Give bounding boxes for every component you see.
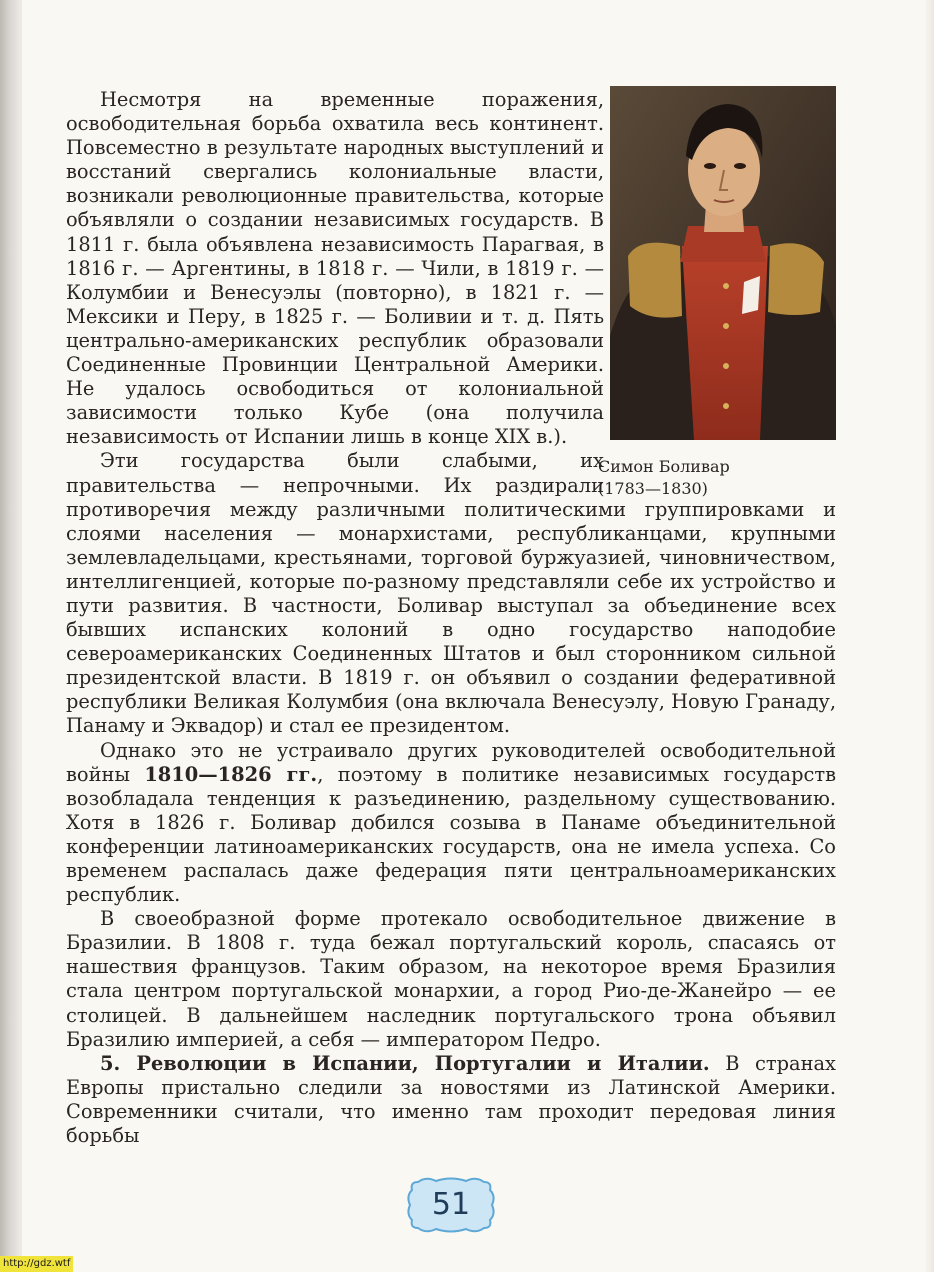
war-dates-bold: 1810—1826 гг. bbox=[144, 762, 318, 786]
figure-spacer bbox=[614, 88, 836, 496]
page-edge-shade bbox=[924, 0, 934, 1272]
book-spine-shadow bbox=[0, 0, 22, 1272]
caption-years: (1783—1830) bbox=[598, 479, 708, 498]
paragraph-3-start: Однако это не устраивало других руководителей освободительной войны bbox=[66, 738, 836, 786]
paragraph-2: Эти государства были слабыми, их правительства — непрочными. Их раздирали противоречия между различными политическими группировками и слоями населения — монархистами, республиканцами, крупными землевладельцами, крестьянами, торговой буржуазией, чиновничеством, интеллигенцией, которые по-разному представляли себе их устройство и пути развития. В частности, Боливар выступал за объединение всех бывших испанских колоний в одно государство наподобие североамериканских Соединенных Штатов и был сторонником сильной президентской власти. В 1819 г. он объявил о создании федеративной республики Великая Колумбия (она включала Венесуэлу, Новую Гранаду, Панаму и Эквадор) и стал ее президентом. bbox=[66, 449, 836, 738]
page-number: 51 bbox=[431, 1187, 471, 1222]
caption-name: Симон Боливар bbox=[598, 457, 730, 476]
watermark-link: http://gdz.wtf bbox=[0, 1256, 73, 1272]
section-heading-5: 5. Революции в Испании, Португалии и Италии. bbox=[100, 1051, 710, 1075]
paragraph-1: Несмотря на временные поражения, освободительная борьба охватила весь континент. Повсеместно в результате народных выступлений и восстаний свергались колониальные власти, возникали революционные правительства, которые объявляли о создании независимых государств. В 1811 г. была объявлена независимость Парагвая, в 1816 г. — Аргентины, в 1818 г. — Чили, в 1819 г. — Колумбии и Венесуэлы (повторно), в 1821 г. — Мексики и Перу, в 1825 г. — Боливии и т. д. Пять центрально-американских республик образовали Соединенные Провинции Центральной Америки. Не удалось освободиться от колониальной зависимости только Кубе (она получила независимость от Испании лишь в конце XIX в.). bbox=[66, 88, 604, 449]
paragraph-5-text: В странах Европы пристально следили за новостями из Латинской Америки. Современники считали, что именно там проходит передовая линия борьбы bbox=[66, 1051, 836, 1148]
body-text bbox=[66, 88, 836, 1148]
paragraph-5 bbox=[66, 1052, 836, 1148]
paragraph-3-end: , поэтому в политике независимых государств возобладала тенденция к разъединению, раздельному существованию. Хотя в 1826 г. Боливар добился созыва в Панаме объединительной конференции латиноамериканских государств, она не имела успеха. Со временем распалась даже федерация пяти центральноамериканских республик. bbox=[66, 762, 837, 907]
paragraph-4: В своеобразной форме протекало освободительное движение в Бразилии. В 1808 г. туда бежал португальский король, спасаясь от нашествия французов. Таким образом, на некоторое время Бразилия стала центром португальской монархии, а город Рио-де-Жанейро — ее столицей. В дальнейшем наследник португальского трона объявил Бразилию империей, а себя — императором Педро. bbox=[66, 907, 836, 1051]
paragraph-3 bbox=[66, 739, 836, 908]
page-number-badge bbox=[404, 1176, 498, 1234]
